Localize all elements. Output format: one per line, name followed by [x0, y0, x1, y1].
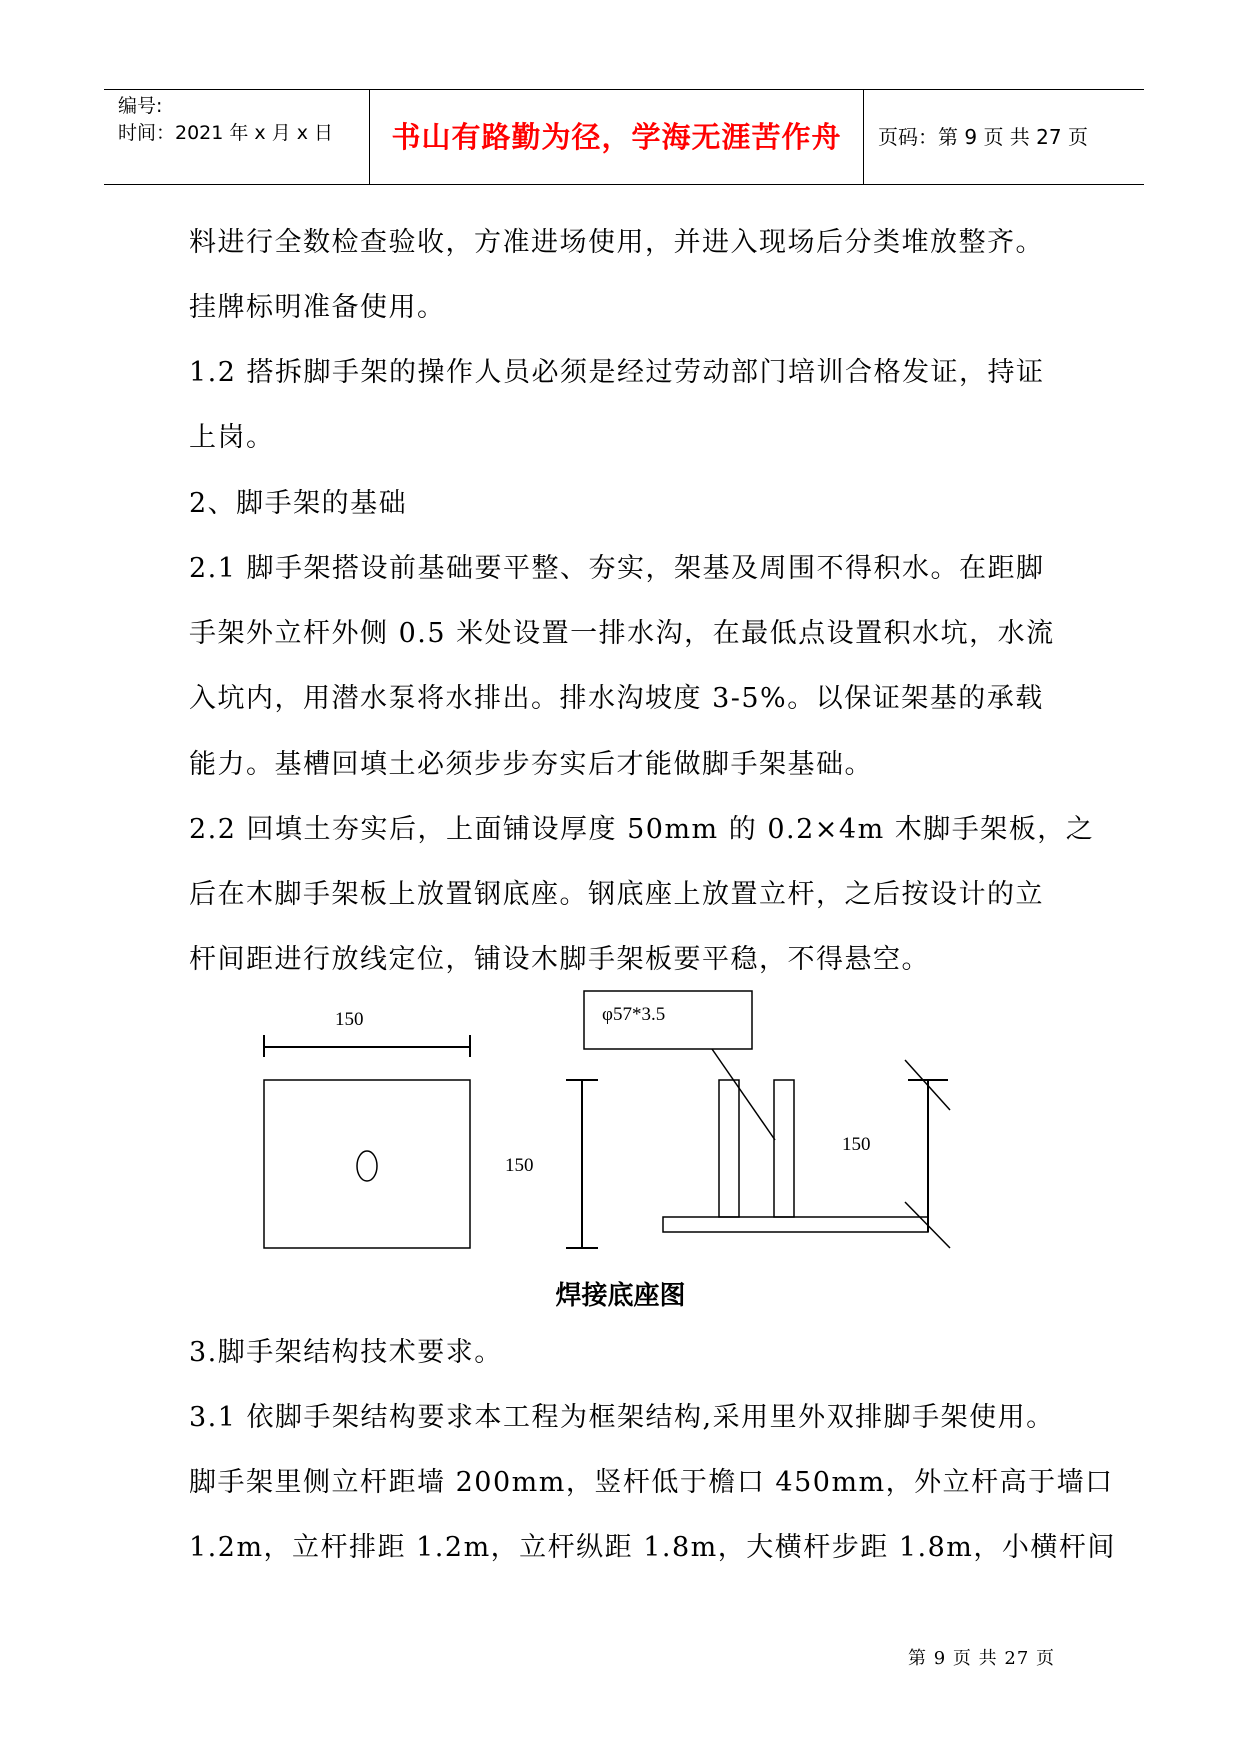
body-line: 能力。基槽回填土必须步步夯实后才能做脚手架基础。 [189, 749, 873, 780]
body-line: 上岗。 [189, 422, 275, 453]
body-line: 2.1 脚手架搭设前基础要平整、夯实，架基及周围不得积水。在距脚 [189, 553, 1045, 584]
body-line: 手架外立杆外侧 0.5 米处设置一排水沟，在最低点设置积水坑，水流 [189, 618, 1055, 649]
section-heading: 2、脚手架的基础 [189, 488, 408, 519]
body-line: 3.1 依脚手架结构要求本工程为框架结构,采用里外双排脚手架使用。 [189, 1402, 1055, 1433]
welded-base-drawing [230, 990, 990, 1310]
pipe-wall-left [719, 1080, 739, 1217]
figure-caption: 焊接底座图 [555, 1281, 686, 1311]
pipe-spec-label: φ57*3.5 [602, 1004, 666, 1025]
document-number-label: 编号: [118, 95, 163, 117]
pipe-hole [357, 1151, 377, 1181]
page-header [104, 89, 1144, 185]
dimension-label-top: 150 [335, 1009, 364, 1030]
header-left-cell [104, 90, 370, 184]
body-line: 1.2m，立杆排距 1.2m，立杆纵距 1.8m，大横杆步距 1.8m，小横杆间 [189, 1532, 1116, 1563]
section-heading: 3.脚手架结构技术要求。 [189, 1337, 503, 1368]
body-line: 料进行全数检查验收，方准进场使用，并进入现场后分类堆放整齐。 [189, 227, 1044, 258]
pipe-wall-right [774, 1080, 794, 1217]
body-line: 脚手架里侧立杆距墙 200mm，竖杆低于檐口 450mm，外立杆高于墙口 [189, 1467, 1114, 1498]
base-plate-plan [264, 1080, 470, 1248]
body-line: 入坑内，用潜水泵将水排出。排水沟坡度 3-5%。以保证架基的承载 [189, 683, 1044, 714]
page-footer: 第 9 页 共 27 页 [908, 1648, 1055, 1669]
body-line: 杆间距进行放线定位，铺设木脚手架板要平稳，不得悬空。 [189, 944, 930, 975]
body-line: 挂牌标明准备使用。 [189, 292, 446, 323]
body-line: 后在木脚手架板上放置钢底座。钢底座上放置立杆，之后按设计的立 [189, 879, 1044, 910]
document-time-label: 时间：2021 年 x 月 x 日 [118, 122, 334, 144]
base-plate-elevation [663, 1217, 928, 1232]
header-page-info: 页码：第 9 页 共 27 页 [878, 125, 1088, 149]
dimension-label-right: 150 [842, 1134, 871, 1155]
body-line: 2.2 回填土夯实后，上面铺设厚度 50mm 的 0.2×4m 木脚手架板，之 [189, 814, 1095, 845]
dimension-label-side: 150 [505, 1155, 534, 1176]
body-line: 1.2 搭拆脚手架的操作人员必须是经过劳动部门培训合格发证，持证 [189, 357, 1045, 388]
leader-line [712, 1049, 775, 1140]
header-motto: 书山有路勤为径，学海无涯苦作舟 [370, 90, 864, 184]
